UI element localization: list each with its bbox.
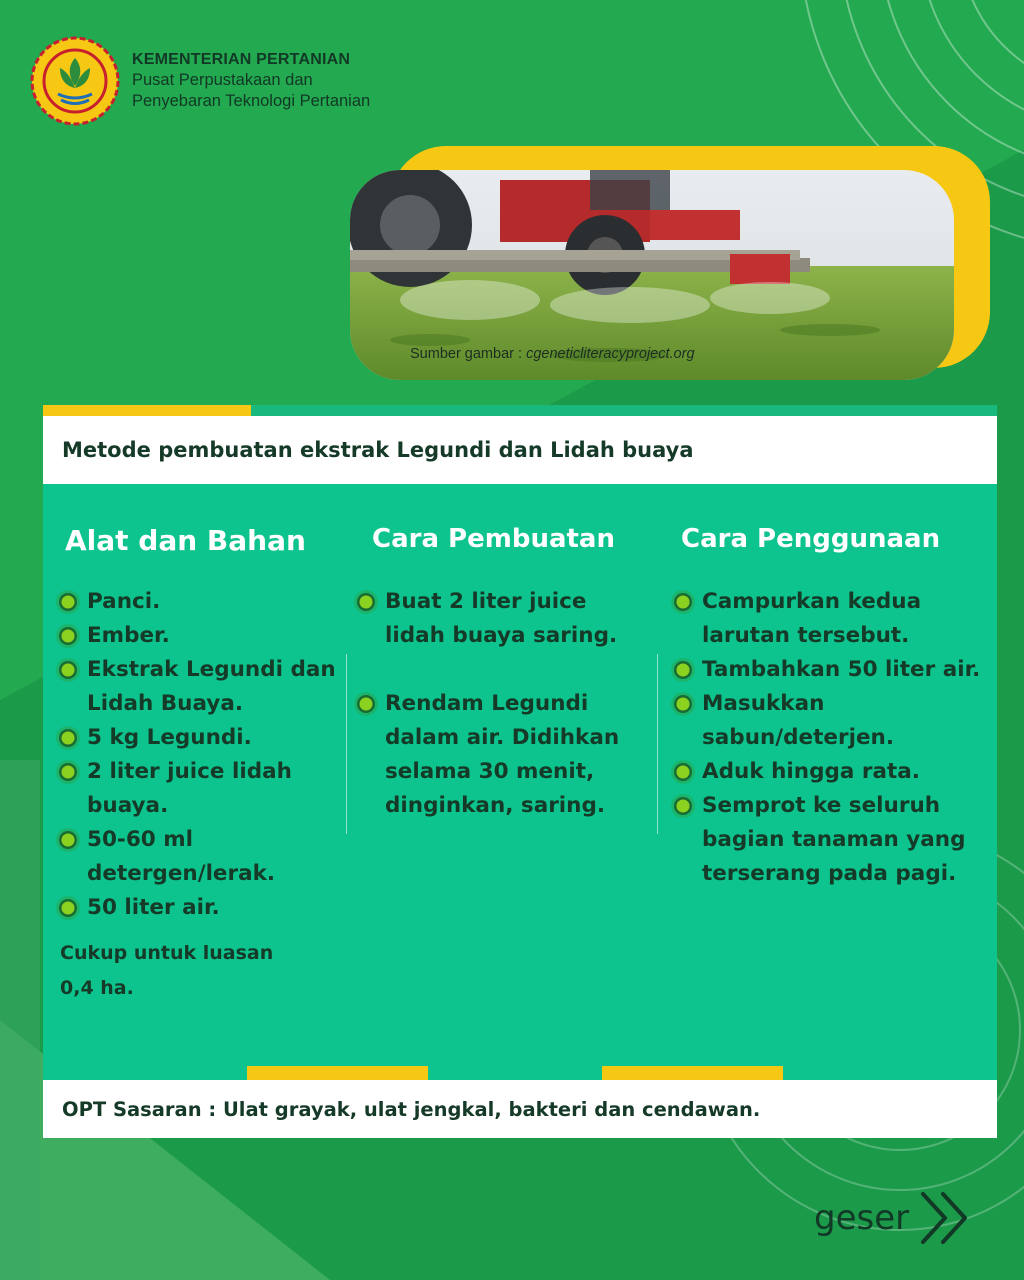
- kementan-logo-icon: [30, 36, 120, 126]
- coverage-note-line2: 0,4 ha.: [60, 977, 134, 999]
- unit-name-line1: Pusat Perpustakaan dan: [132, 71, 313, 90]
- unit-name-line2: Penyebaran Teknologi Pertanian: [132, 92, 371, 110]
- list-item: Campurkan kedua larutan tersebut.: [670, 585, 990, 653]
- bullet-icon: [353, 589, 379, 615]
- caption-label: Sumber gambar :: [410, 346, 523, 362]
- ministry-name: KEMENTERIAN PERTANIAN: [132, 51, 351, 69]
- coverage-note-line1: Cukup untuk luasan: [60, 942, 274, 964]
- bullet-icon: [670, 657, 696, 683]
- column-divider-1: [346, 654, 347, 834]
- list-alat-bahan: [55, 585, 345, 925]
- bullet-icon: [670, 691, 696, 717]
- heading-cara-penggunaan: Cara Penggunaan: [681, 524, 941, 554]
- double-chevron-right-icon: [915, 1188, 975, 1248]
- list-item: Panci.: [55, 585, 345, 619]
- bullet-icon: [670, 759, 696, 785]
- list-item: Ekstrak Legundi dan Lidah Buaya.: [55, 653, 345, 721]
- card-top-bar: [43, 405, 997, 416]
- photo-caption: [410, 346, 695, 362]
- list-item: Masukkan sabun/deterjen.: [670, 687, 990, 755]
- list-item: 50-60 ml detergen/lerak.: [55, 823, 345, 891]
- list-cara-pembuatan: [353, 585, 653, 823]
- target-bar: [43, 1080, 997, 1138]
- card-title-bar: [43, 416, 997, 484]
- bullet-icon: [55, 725, 81, 751]
- card-top-accent: [43, 405, 251, 416]
- bullet-icon: [353, 691, 379, 717]
- header: [30, 36, 370, 126]
- next-slide-button[interactable]: [814, 1188, 975, 1248]
- bottom-accent-2: [602, 1066, 783, 1080]
- info-card: [43, 405, 997, 1138]
- caption-source: cgeneticliteracyproject.org: [526, 346, 695, 362]
- next-label: geser: [814, 1198, 910, 1238]
- list-item: 50 liter air.: [55, 891, 345, 925]
- bullet-icon: [670, 793, 696, 819]
- list-item: 5 kg Legundi.: [55, 721, 345, 755]
- list-item: Aduk hingga rata.: [670, 755, 990, 789]
- list-item: Tambahkan 50 liter air.: [670, 653, 990, 687]
- list-item: Rendam Legundi dalam air. Didihkan selama 30 menit, dinginkan, saring.: [353, 687, 653, 823]
- list-cara-penggunaan: [670, 585, 990, 891]
- bullet-icon: [670, 589, 696, 615]
- bullet-icon: [55, 657, 81, 683]
- column-divider-2: [657, 654, 658, 834]
- heading-alat-bahan: Alat dan Bahan: [65, 524, 306, 557]
- target-pests: OPT Sasaran : Ulat grayak, ulat jengkal, bakteri dan cendawan.: [62, 1097, 761, 1121]
- card-content: [43, 484, 997, 1080]
- bullet-icon: [55, 895, 81, 921]
- bottom-accent-1: [247, 1066, 428, 1080]
- heading-cara-pembuatan: Cara Pembuatan: [372, 524, 615, 554]
- bullet-icon: [55, 623, 81, 649]
- coverage-note: [60, 936, 340, 1006]
- list-item: 2 liter juice lidah buaya.: [55, 755, 345, 823]
- bullet-icon: [55, 589, 81, 615]
- list-item: Buat 2 liter juice lidah buaya saring.: [353, 585, 653, 653]
- list-item: Semprot ke seluruh bagian tanaman yang terserang pada pagi.: [670, 789, 990, 891]
- bullet-icon: [55, 827, 81, 853]
- bullet-icon: [55, 759, 81, 785]
- card-title: Metode pembuatan ekstrak Legundi dan Lidah buaya: [62, 438, 694, 462]
- list-item: Ember.: [55, 619, 345, 653]
